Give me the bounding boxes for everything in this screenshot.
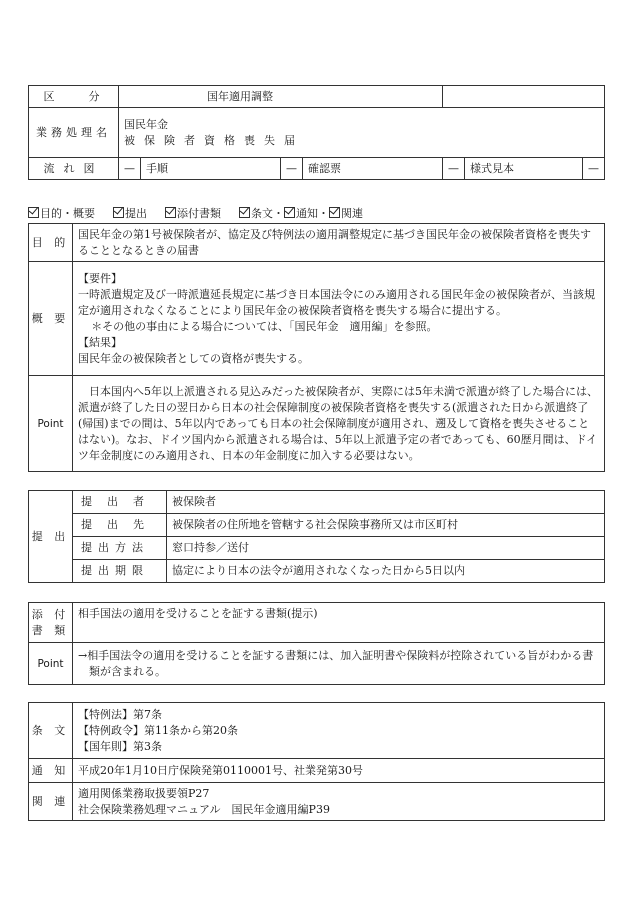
jobun-line-3: 【国年則】第3条 [78,739,162,753]
teishutsusha-value: 被保険者 [167,491,605,514]
teishutsusaki-value: 被保険者の住所地を管轄する社会保険事務所又は市区町村 [167,514,605,537]
point-text [73,376,605,472]
check-jobun[interactable]: 条文・ [239,207,284,220]
kigen-value: 協定により日本の法令が適用されなくなった日から5日以内 [167,560,605,583]
hoho-value: 窓口持参／送付 [167,537,605,560]
tsuchi-label: 通 知 [29,759,73,783]
kubun-blank [443,86,605,108]
dash-3: — [443,158,465,180]
flow-label: 流れ図 [29,158,119,180]
gaiyo-body [73,262,605,376]
point-paragraph: 日本国内へ5年以上派遣される見込みだった被保険者が、実際には5年未満で派遣が終了した場合には、派遣が終了した日の翌日から日本の社会保障制度の被保険者資格を喪失する(派遣された日から派遣終了(帰国)までの間は、5年以内であっても日本の社会保障制度が適用され、遡及して資格を喪失させることはない)。なお、ドイツ国内から派遣される場合は、5年以上派遣予定の者であっても、60歴月間は、ドイツ年金制度にのみ適用され、日本の年金制度に加入する必要はない。 [78,384,598,462]
check-row [28,205,363,221]
tenpu-point-label: Point [29,643,73,685]
tenpu-table [28,602,605,685]
checkbox-icon [113,207,124,218]
checkbox-icon [284,207,295,218]
header-table [28,85,605,180]
teishutsusaki-key: 提出先 [73,514,167,537]
tejun-cell: 手順 [141,158,281,180]
kanren-line-1: 適用関係業務取扱要領P27 [78,786,210,800]
kubun-value: 国年適用調整 [119,86,443,108]
tsuchi-text: 平成20年1月10日庁保険発第0110001号、社業発第30号 [73,759,605,783]
jobun-body [73,703,605,759]
kekka-head: 【結果】 [78,335,122,349]
yoken-note: ＊その他の事由による場合については、「国民年金 適用編」を参照。 [91,319,438,333]
gyomu-label: 業務処理名 [29,108,119,158]
teishutsu-table [28,490,605,583]
tenpu-label-1: 添 付 [31,607,70,621]
yoken-head: 【要件】 [78,271,122,285]
hoho-key: 提出方法 [73,537,167,560]
yoken-text: 一時派遣規定及び一時派遣延長規定に基づき日本国法令にのみ適用される国民年金の被保険者が、当該規定が適用されなくなることにより国民年金の被保険者資格を喪失する場合に提出する。 [78,287,595,317]
check-kanren[interactable]: 関連 [329,207,363,220]
point-label: Point [29,376,73,472]
mokuteki-text: 国民年金の第1号被保険者が、協定及び特例法の適用調整規定に基づき国民年金の被保険者資格を喪失することとなるときの届書 [73,224,605,262]
tenpu-point-cell [73,643,605,685]
gaiyo-label: 概 要 [29,262,73,376]
tenpu-text: 相手国法の適用を受けることを証する書類(提示) [73,603,605,643]
check-tenpu[interactable]: 添付書類 [165,205,221,221]
gyomu-line2: 被保険者資格喪失届 [124,133,304,147]
dash-1: — [119,158,141,180]
kigen-key: 提出期限 [73,560,167,583]
tenpu-point-text: →相手国法令の適用を受けることを証する書類には、加入証明書や保険料が控除されている旨がわかる書類が含まれる。 [78,648,594,678]
kakunin-cell: 確認票 [303,158,443,180]
checkbox-icon [239,207,250,218]
checkbox-icon [329,207,340,218]
kanren-line-2: 社会保険業務処理マニュアル 国民年金適用編P39 [78,802,330,816]
teishutsu-label: 提 出 [29,491,73,583]
jobun-line-1: 【特例法】第7条 [78,707,162,721]
kanren-label: 関 連 [29,783,73,821]
check-tsuchi[interactable]: 通知・ [284,207,329,220]
check-teishutsu[interactable]: 提出 [113,205,147,221]
teishutsusha-key: 提出者 [73,491,167,514]
yoshiki-cell: 様式見本 [465,158,583,180]
dash-4: — [583,158,605,180]
tenpu-label [29,603,73,643]
kekka-text: 国民年金の被保険者としての資格が喪失する。 [78,351,309,365]
checkbox-icon [165,207,176,218]
main-table [28,223,605,472]
gyomu-value [119,108,605,158]
related-table [28,702,605,821]
mokuteki-label: 目 的 [29,224,73,262]
check-jobun-group [239,205,363,221]
jobun-label: 条 文 [29,703,73,759]
check-mokuteki[interactable]: 目的・概要 [28,205,95,221]
checkbox-icon [28,207,39,218]
kubun-label: 区 分 [29,86,119,108]
dash-2: — [281,158,303,180]
tenpu-label-2: 書 類 [31,623,70,637]
gyomu-line1: 国民年金 [124,117,168,131]
kanren-body [73,783,605,821]
jobun-line-2: 【特例政令】第11条から第20条 [78,723,238,737]
